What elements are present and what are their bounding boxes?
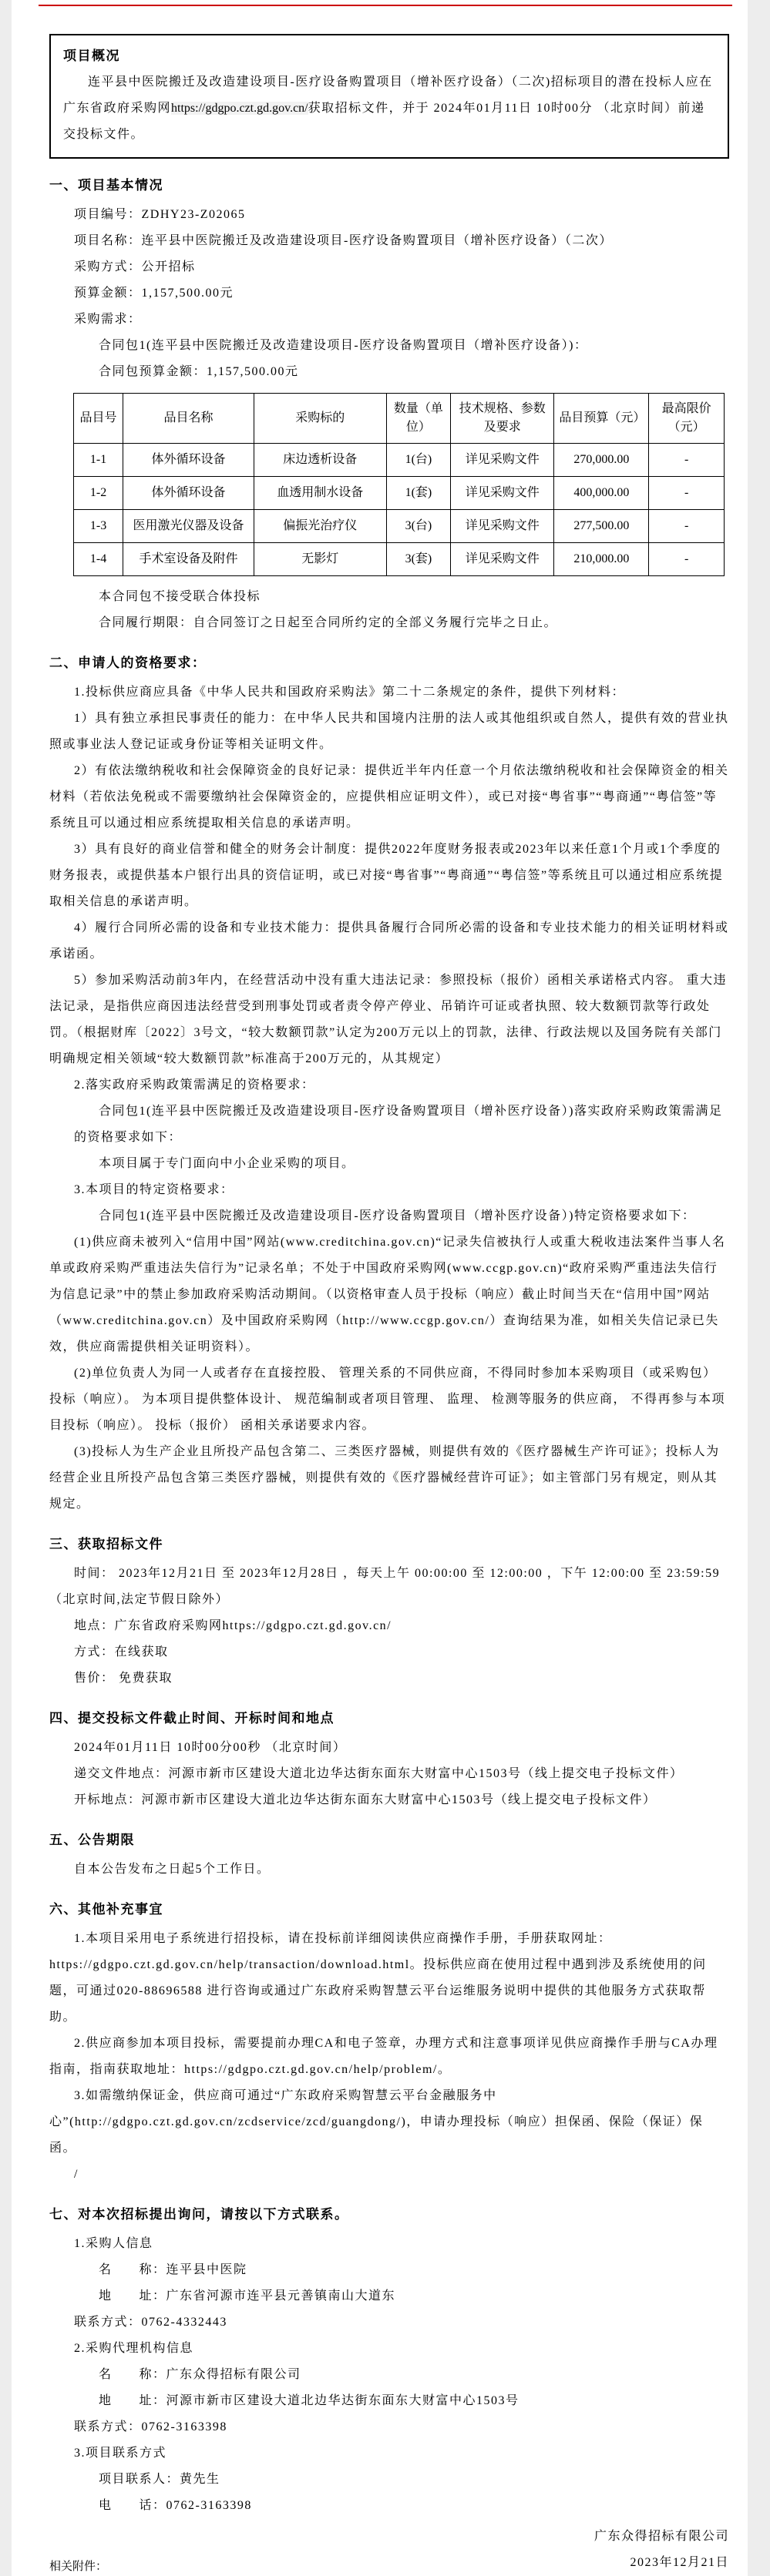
signing-date: 2023年12月21日: [630, 2556, 729, 2569]
supplement-item: 2.供应商参加本项目投标，需要提前办理CA和电子签章，办理方式和注意事项详见供应商操作手册与CA办理指南，指南获取地址：https://gdgpo.czt.gd.gov.cn/help/problem/。: [49, 2037, 718, 2076]
qualification-item: 5）参加采购活动前3年内，在经营活动中没有重大违法记录：参照投标（报价）函相关承诺格式内容。 重大违法记录，是指供应商因违法经营受到刑事处罚或者责令停产停业、吊销许可证或者执照、较大数额罚款等行政处罚。（根据财库〔2022〕3号文，“较大数额罚款”认定为200万元以上的罚款，法律、行政法规以及国务院有关部门明确规定相关领域“较大数额罚款”标准高于200万元的，从其规定）: [49, 974, 728, 1065]
signature-block: [49, 2524, 729, 2576]
qualification-item: (1)供应商未被列入“信用中国”网站(www.creditchina.gov.cn)“记录失信被执行人或重大税收违法案件当事人名单或政府采购严重违法失信行为”记录名单；不处于中国政府采购网(www.ccgp.gov.cn)“政府采购严重违法失信行为信息记录”中的禁止参加政府采购活动期间。（以资格审查人员于投标（响应）截止时间当天在“信用中国”网站（www.creditchina.gov.cn）及中国政府采购网（http://www.ccgp.gov.cn/）查询结果为准，如相关失信记录已失效，供应商需提供相关证明资料）。: [49, 1236, 726, 1353]
cell-specs: 详见采购文件: [451, 444, 554, 477]
project-name: 项目名称：连平县中医院搬迁及改造建设项目-医疗设备购置项目（增补医疗设备）（二次）: [74, 234, 613, 247]
section7-heading: 七、对本次招标提出询问，请按以下方式联系。: [49, 2207, 349, 2222]
procurement-method: 采购方式：公开招标: [74, 260, 196, 273]
procurement-site-url: https://gdgpo.czt.gd.gov.cn/: [171, 102, 308, 115]
cell-item-budget: 277,500.00: [554, 510, 649, 543]
col-header-item-no: 品目号: [74, 394, 123, 444]
col-header-quantity: 数量（单位）: [386, 394, 450, 444]
cell-item-name: 体外循环设备: [123, 477, 254, 510]
qualification-item: 本项目属于专门面向中小企业采购的项目。: [99, 1157, 355, 1170]
project-overview-box: [49, 34, 729, 159]
cell-max-price: -: [649, 444, 725, 477]
table-row: [74, 444, 725, 477]
cell-item-name: 手术室设备及附件: [123, 543, 254, 576]
buyer-info-title: 1.采购人信息: [74, 2237, 153, 2250]
package-title: 合同包1(连平县中医院搬迁及改造建设项目-医疗设备购置项目（增补医疗设备）)：: [99, 339, 588, 352]
cell-item-no: 1-4: [74, 543, 123, 576]
cell-quantity: 3(台): [386, 510, 450, 543]
overview-title: 项目概况: [63, 49, 120, 63]
agency-name: 名 称：广东众得招标有限公司: [99, 2368, 301, 2381]
qualification-item: (2)单位负责人为同一人或者存在直接控股、 管理关系的不同供应商，不得同时参加本采购项目（或采购包） 投标（响应）。 为本项目提供整体设计、 规范编制或者项目管理、 监理、 检测等服务的供应商， 不得再参与本项目投标（响应）。 投标（报价） 函相关承诺要求内容。: [49, 1367, 726, 1432]
qualification-item: 2.落实政府采购政策需满足的资格要求：: [74, 1078, 315, 1092]
overview-text-suffix: 获取招标文件，并于 2024年01月11日 10时00分 （北京时间）前递交投标文件。: [63, 102, 705, 141]
agency-address: 地 址：河源市新市区建设大道北边华达街东面东大财富中心1503号: [99, 2394, 519, 2407]
col-header-subject: 采购标的: [254, 394, 386, 444]
cell-specs: 详见采购文件: [451, 477, 554, 510]
cell-max-price: -: [649, 543, 725, 576]
project-contact-phone: 电 话：0762-3163398: [99, 2499, 252, 2512]
table-row: [74, 477, 725, 510]
cell-quantity: 3(套): [386, 543, 450, 576]
cell-subject: 偏振光治疗仪: [254, 510, 386, 543]
section3-heading: 三、获取招标文件: [49, 1537, 163, 1551]
cell-item-no: 1-2: [74, 477, 123, 510]
document-body: [12, 0, 748, 2576]
section2-heading: 二、申请人的资格要求：: [49, 656, 207, 670]
bid-open-place: 开标地点：河源市新市区建设大道北边华达街东面东大财富中心1503号（线上提交电子投标文件）: [74, 1793, 657, 1806]
signing-company: 广东众得招标有限公司: [593, 2530, 729, 2543]
overview-paragraph: [63, 69, 715, 148]
doc-obtain-price: 售价： 免费获取: [74, 1672, 173, 1685]
qualification-item: 1）具有独立承担民事责任的能力：在中华人民共和国境内注册的法人或其他组织或自然人，提供有效的营业执照或事业法人登记证或身份证等相关证明文件。: [49, 712, 729, 751]
agency-contact: 联系方式：0762-3163398: [74, 2420, 227, 2433]
section1-heading: 一、项目基本情况: [49, 178, 163, 193]
project-contact-title: 3.项目联系方式: [74, 2447, 167, 2460]
qualification-item: 合同包1(连平县中医院搬迁及改造建设项目-医疗设备购置项目（增补医疗设备）)特定资格要求如下：: [99, 1209, 696, 1223]
supplement-item: 1.本项目采用电子系统进行招投标，请在投标前详细阅读供应商操作手册，手册获取网址：https://gdgpo.czt.gd.gov.cn/help/transaction/download.html。投标供应商在使用过程中遇到涉及系统使用的问题，可通过020-88696588 进行咨询或通过广东政府采购智慧云平台运维服务说明中提供的其他服务方式获取帮助。: [49, 1932, 707, 2024]
cell-max-price: -: [649, 477, 725, 510]
cell-subject: 无影灯: [254, 543, 386, 576]
cell-item-no: 1-1: [74, 444, 123, 477]
qualification-item: 4）履行合同所必需的设备和专业技术能力：提供具备履行合同所必需的设备和专业技术能力的相关证明材料或承诺函。: [49, 921, 729, 961]
qualification-item: 1.投标供应商应具备《中华人民共和国政府采购法》第二十二条规定的条件，提供下列材料：: [74, 686, 626, 699]
section5-heading: 五、公告期限: [49, 1833, 135, 1847]
agency-info-title: 2.采购代理机构信息: [74, 2342, 194, 2355]
cell-item-no: 1-3: [74, 510, 123, 543]
qualification-item: 合同包1(连平县中医院搬迁及改造建设项目-医疗设备购置项目（增补医疗设备）)落实政府采购政策需满足的资格要求如下：: [74, 1105, 723, 1144]
project-contact-person: 项目联系人：黄先生: [99, 2473, 220, 2486]
buyer-contact: 联系方式：0762-4332443: [74, 2316, 227, 2329]
cell-max-price: -: [649, 510, 725, 543]
budget-amount: 预算金额：1,157,500.00元: [74, 287, 234, 300]
qualification-item: (3)投标人为生产企业且所投产品包含第二、三类医疗器械，则提供有效的《医疗器械生产许可证》；投标人为经营企业且所投产品包含第三类医疗器械，则提供有效的《医疗器械经营许可证》；如主管部门另有规定，则从其规定。: [49, 1445, 720, 1511]
col-header-item-name: 品目名称: [123, 394, 254, 444]
cell-item-budget: 270,000.00: [554, 444, 649, 477]
overview-text-prefix: 连平县中医院搬迁及改造建设项目-医疗设备购置项目（增补医疗设备）（二次)招标项目的潜在投标人应在广东省政府采购网: [63, 75, 713, 115]
bid-deadline: 2024年01月11日 10时00分00秒 （北京时间）: [74, 1741, 347, 1754]
doc-obtain-method: 方式：在线获取: [74, 1645, 169, 1659]
col-header-item-budget: 品目预算（元）: [554, 394, 649, 444]
note-no-consortium: 本合同包不接受联合体投标: [99, 590, 261, 603]
cell-subject: 血透用制水设备: [254, 477, 386, 510]
cell-quantity: 1(套): [386, 477, 450, 510]
attachments-label: 相关附件：: [49, 2561, 108, 2573]
cell-specs: 详见采购文件: [451, 510, 554, 543]
bid-submit-place: 递交文件地点：河源市新市区建设大道北边华达街东面东大财富中心1503号（线上提交电子投标文件）: [74, 1767, 684, 1780]
table-row: [74, 510, 725, 543]
package-budget: 合同包预算金额：1,157,500.00元: [99, 365, 299, 378]
cell-item-name: 医用激光仪器及设备: [123, 510, 254, 543]
buyer-name: 名 称：连平县中医院: [99, 2263, 247, 2276]
col-header-specs: 技术规格、参数及要求: [451, 394, 554, 444]
cell-item-budget: 210,000.00: [554, 543, 649, 576]
qualification-item: 3）具有良好的商业信誉和健全的财务会计制度：提供2022年度财务报表或2023年以来任意1个月或1个季度的财务报表，或提供基本户银行出具的资信证明，或已对接“粤省事”“粤商通”“粤信签”等系统且可以通过相应系统提取相关信息的承诺声明。: [49, 843, 724, 908]
announcement-period: 自本公告发布之日起5个工作日。: [74, 1863, 271, 1876]
cell-quantity: 1(台): [386, 444, 450, 477]
supplement-item: /: [74, 2168, 79, 2181]
note-contract-duration: 合同履行期限：自合同签订之日起至合同所约定的全部义务履行完毕之日止。: [99, 616, 558, 629]
project-number: 项目编号：ZDHY23-Z02065: [74, 208, 246, 221]
procurement-items-table: [73, 393, 725, 576]
cell-item-budget: 400,000.00: [554, 477, 649, 510]
qualification-item: 3.本项目的特定资格要求：: [74, 1183, 234, 1196]
demand-label: 采购需求：: [74, 313, 142, 326]
supplement-item: 3.如需缴纳保证金，供应商可通过“广东政府采购智慧云平台金融服务中心”(http://gdgpo.czt.gd.gov.cn/zcdservice/zcd/guangdong/)，申请办理投标（响应）担保函、保险（保证）保函。: [49, 2089, 704, 2155]
section6-heading: 六、其他补充事宜: [49, 1902, 163, 1917]
section4-heading: 四、提交投标文件截止时间、开标时间和地点: [49, 1711, 335, 1726]
doc-obtain-place: 地点：广东省政府采购网https://gdgpo.czt.gd.gov.cn/: [74, 1619, 392, 1632]
col-header-max-price: 最高限价（元）: [649, 394, 725, 444]
qualification-item: 2）有依法缴纳税收和社会保障资金的良好记录：提供近半年内任意一个月依法缴纳税收和社会保障资金的相关材料（若依法免税或不需要缴纳社会保障资金的，应提供相应证明文件），或已对接“粤省事”“粤商通”“粤信签”等系统且可以通过相应系统提取相关信息的承诺声明。: [49, 764, 729, 830]
table-header-row: [74, 394, 725, 444]
buyer-address: 地 址：广东省河源市连平县元善镇南山大道东: [99, 2289, 396, 2303]
table-row: [74, 543, 725, 576]
cell-specs: 详见采购文件: [451, 543, 554, 576]
doc-obtain-time: 时间： 2023年12月21日 至 2023年12月28日 ，每天上午 00:00:00 至 12:00:00 ，下午 12:00:00 至 23:59:59 （北京时间,法定节假日除外）: [49, 1567, 721, 1606]
cell-subject: 床边透析设备: [254, 444, 386, 477]
cell-item-name: 体外循环设备: [123, 444, 254, 477]
